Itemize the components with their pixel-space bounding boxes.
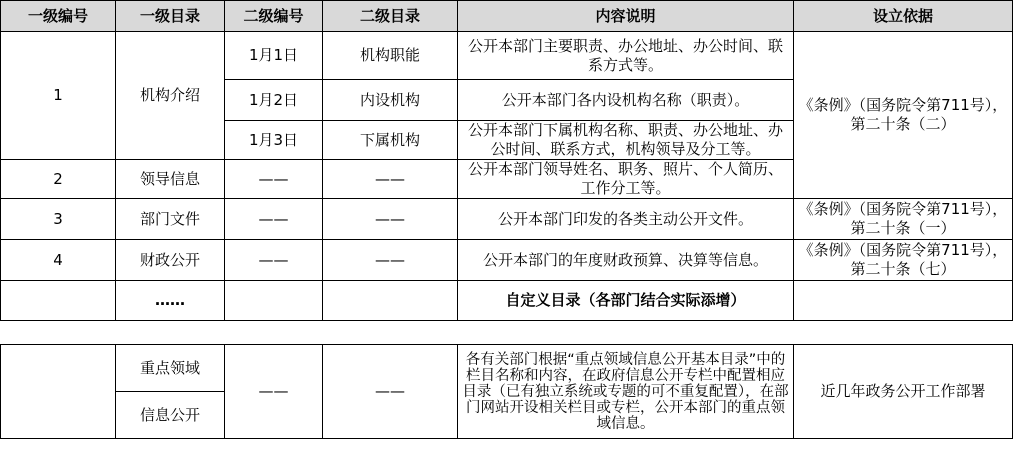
cell-l2-number: 1月3日 <box>225 121 323 160</box>
cell-description: 公开本部门主要职责、办公地址、办公时间、联系方式等。 <box>458 32 794 80</box>
header-l2-directory: 二级目录 <box>323 1 458 32</box>
cell-description: 公开本部门印发的各类主动公开文件。 <box>458 199 794 240</box>
cell-basis: 近几年政务公开工作部署 <box>794 345 1013 439</box>
cell-l2-directory: 内设机构 <box>323 80 458 121</box>
cell-l2-number: —— <box>225 160 323 199</box>
cell-l2-number: 1月1日 <box>225 32 323 80</box>
cell-l1-directory: 部门文件 <box>116 199 225 240</box>
header-content-description: 内容说明 <box>458 1 794 32</box>
cell-l1-number: 3 <box>1 199 116 240</box>
cell-l1-number: 4 <box>1 240 116 281</box>
cell-l2-directory: —— <box>323 160 458 199</box>
table-row <box>1 281 1013 321</box>
cell-description: 公开本部门的年度财政预算、决算等信息。 <box>458 240 794 281</box>
cell-l1-directory: 机构介绍 <box>116 32 225 160</box>
cell-l1-directory: 信息公开 <box>116 392 225 439</box>
cell-l1-number <box>1 281 116 321</box>
cell-l1-directory: …… <box>116 281 225 321</box>
cell-l1-directory: 领导信息 <box>116 160 225 199</box>
cell-l2-number: —— <box>225 199 323 240</box>
cell-description: 自定义目录（各部门结合实际添增） <box>458 281 794 321</box>
cell-l2-directory: 机构职能 <box>323 32 458 80</box>
cell-l2-directory: —— <box>323 345 458 439</box>
catalog-table-key-areas <box>0 344 1013 439</box>
cell-l2-directory: —— <box>323 240 458 281</box>
cell-l1-directory: 重点领域 <box>116 345 225 392</box>
cell-l2-directory: 下属机构 <box>323 121 458 160</box>
header-establish-basis: 设立依据 <box>794 1 1013 32</box>
cell-l1-number: 1 <box>1 32 116 160</box>
cell-l2-number: —— <box>225 240 323 281</box>
table-row <box>1 199 1013 240</box>
cell-l2-directory <box>323 281 458 321</box>
cell-description: 公开本部门领导姓名、职务、照片、个人简历、工作分工等。 <box>458 160 794 199</box>
cell-description: 各有关部门根据“重点领域信息公开基本目录”中的栏目名称和内容，在政府信息公开专栏中配置相应目录（已有独立系统或专题的可不重复配置），在部门网站开设相关栏目或专栏，公开本部门的重点领域信息。 <box>458 345 794 439</box>
table-row <box>1 32 1013 80</box>
cell-l2-number: 1月2日 <box>225 80 323 121</box>
cell-description: 公开本部门下属机构名称、职责、办公地址、办公时间、联系方式，机构领导及分工等。 <box>458 121 794 160</box>
cell-description: 公开本部门各内设机构名称（职责）。 <box>458 80 794 121</box>
cell-l1-number: 2 <box>1 160 116 199</box>
cell-l2-number: —— <box>225 345 323 439</box>
table-row <box>1 345 1013 392</box>
cell-basis <box>794 281 1013 321</box>
cell-l1-directory: 财政公开 <box>116 240 225 281</box>
cell-basis: 《条例》（国务院令第711号），第二十条（七） <box>794 240 1013 281</box>
header-row <box>1 1 1013 32</box>
header-l1-directory: 一级目录 <box>116 1 225 32</box>
table-row <box>1 240 1013 281</box>
cell-l1-number <box>1 345 116 439</box>
cell-basis: 《条例》（国务院令第711号），第二十条（二） <box>794 32 1013 199</box>
cell-basis: 《条例》（国务院令第711号），第二十条（一） <box>794 199 1013 240</box>
cell-l2-number <box>225 281 323 321</box>
header-l2-number: 二级编号 <box>225 1 323 32</box>
cell-l2-directory: —— <box>323 199 458 240</box>
header-l1-number: 一级编号 <box>1 1 116 32</box>
